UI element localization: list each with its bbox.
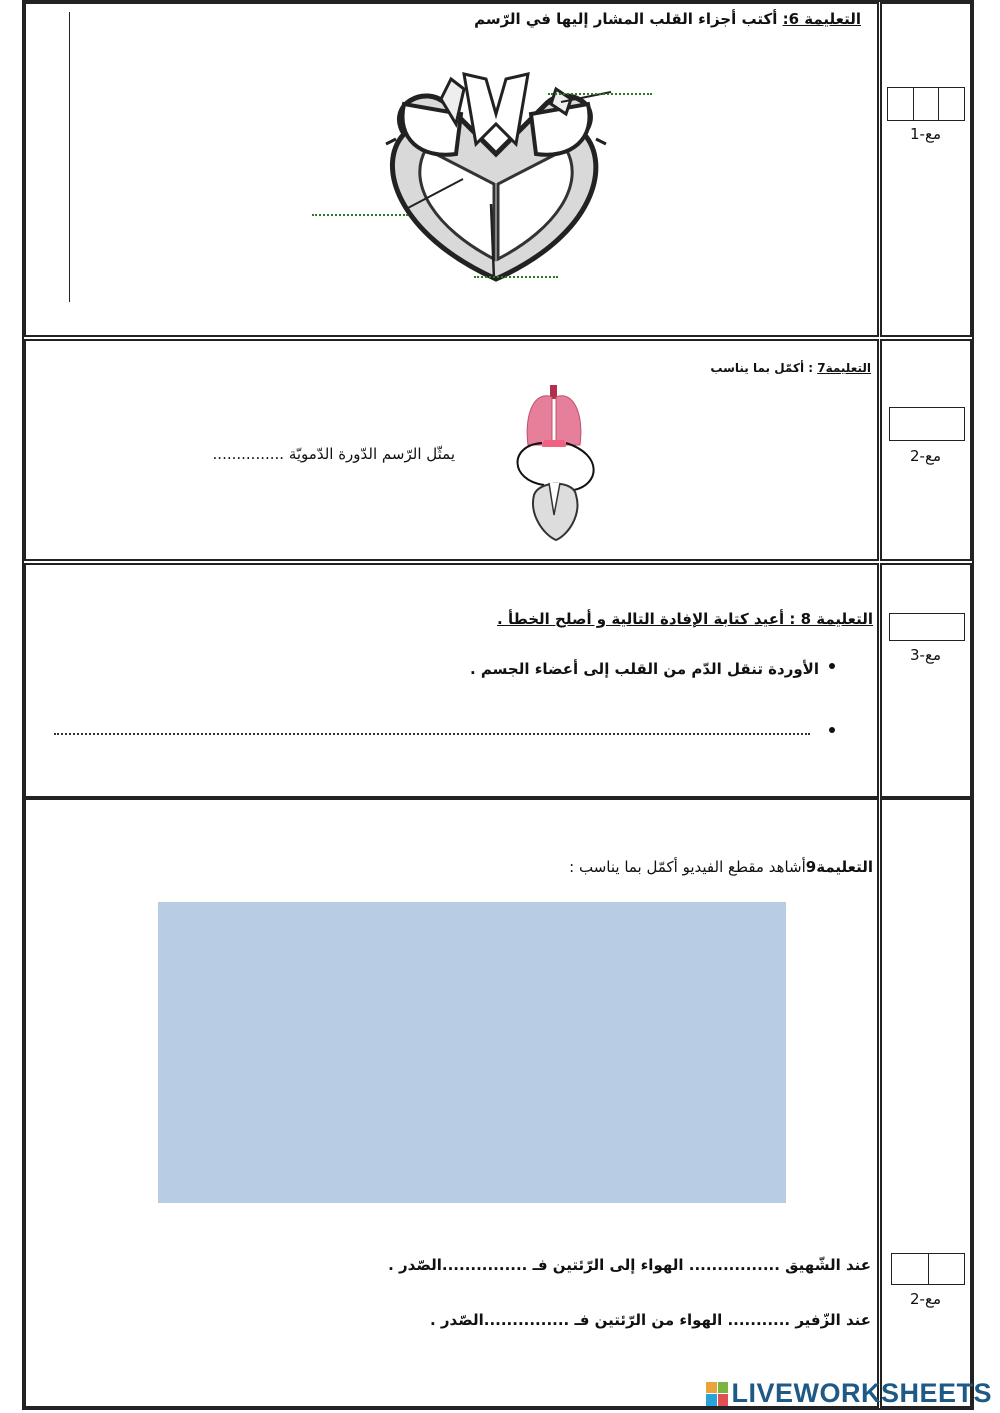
- answer-line-1[interactable]: [548, 93, 652, 95]
- score-box: [889, 407, 965, 441]
- q6-instruction: [474, 10, 861, 28]
- answer-line-2[interactable]: [312, 214, 408, 216]
- q7-score-cell: [880, 339, 972, 561]
- bullet-icon: [829, 663, 835, 669]
- q7-sentence: يمثّل الرّسم الدّورة الدّمويّة ...............: [212, 445, 455, 463]
- liveworksheets-logo: [706, 1378, 992, 1409]
- liveworksheets-logo-icon: [706, 1382, 728, 1406]
- criterion-code: مع-1: [910, 125, 941, 143]
- criterion-code: مع-2: [910, 447, 941, 465]
- margin-line: [69, 12, 70, 302]
- q6-label: التعليمة 6:: [782, 10, 861, 28]
- q8-section: [24, 563, 879, 798]
- q9-instruction: [569, 858, 873, 876]
- q8-score-cell: [880, 563, 972, 798]
- score-boxes: [887, 87, 965, 121]
- q8-answer-line[interactable]: [54, 733, 810, 735]
- q9-line-inhale: عند الشّهيق ................ الهواء إلى الرّئتين فـ ...............الصّدر .: [388, 1256, 871, 1274]
- q9-text: أشاهد مقطع الفيديو أكمّل بما يناسب :: [569, 858, 806, 876]
- q7-label: التعليمة7: [817, 361, 871, 375]
- bullet-icon: [829, 727, 835, 733]
- score-boxes: [891, 1253, 965, 1285]
- q6-text: أكتب أجزاء القلب المشار إليها في الرّسم: [474, 10, 783, 28]
- q7-instruction: [710, 361, 871, 375]
- q9-label: التعليمة9: [805, 858, 873, 876]
- q7-section: [24, 339, 879, 561]
- q9-score-cell: [880, 798, 972, 1408]
- q7-text: : أكمّل بما يناسب: [710, 361, 818, 375]
- q6-score-cell: [880, 2, 972, 337]
- heart-diagram-icon: [356, 54, 616, 284]
- q9-line-exhale: عند الزّفير ........... الهواء من الرّئتين فـ ...............الصّدر .: [429, 1311, 871, 1329]
- q8-label: التعليمة 8: [800, 610, 873, 628]
- q8-instruction: [497, 610, 873, 628]
- criterion-code: مع-2: [910, 1290, 941, 1308]
- q8-statement: الأوردة تنقل الدّم من القلب إلى أعضاء الجسم .: [469, 660, 819, 678]
- criterion-code: مع-3: [910, 646, 941, 664]
- answer-line-3[interactable]: [474, 276, 558, 278]
- score-box: [889, 613, 965, 641]
- q6-section: [24, 2, 879, 337]
- q8-text: : أعيد كتابة الإفادة التالية و أصلح الخطأ .: [497, 610, 801, 628]
- watermark-text: LIVEWORKSHEETS: [731, 1378, 992, 1408]
- circulation-diagram-icon: [504, 385, 604, 545]
- video-player[interactable]: [158, 902, 786, 1203]
